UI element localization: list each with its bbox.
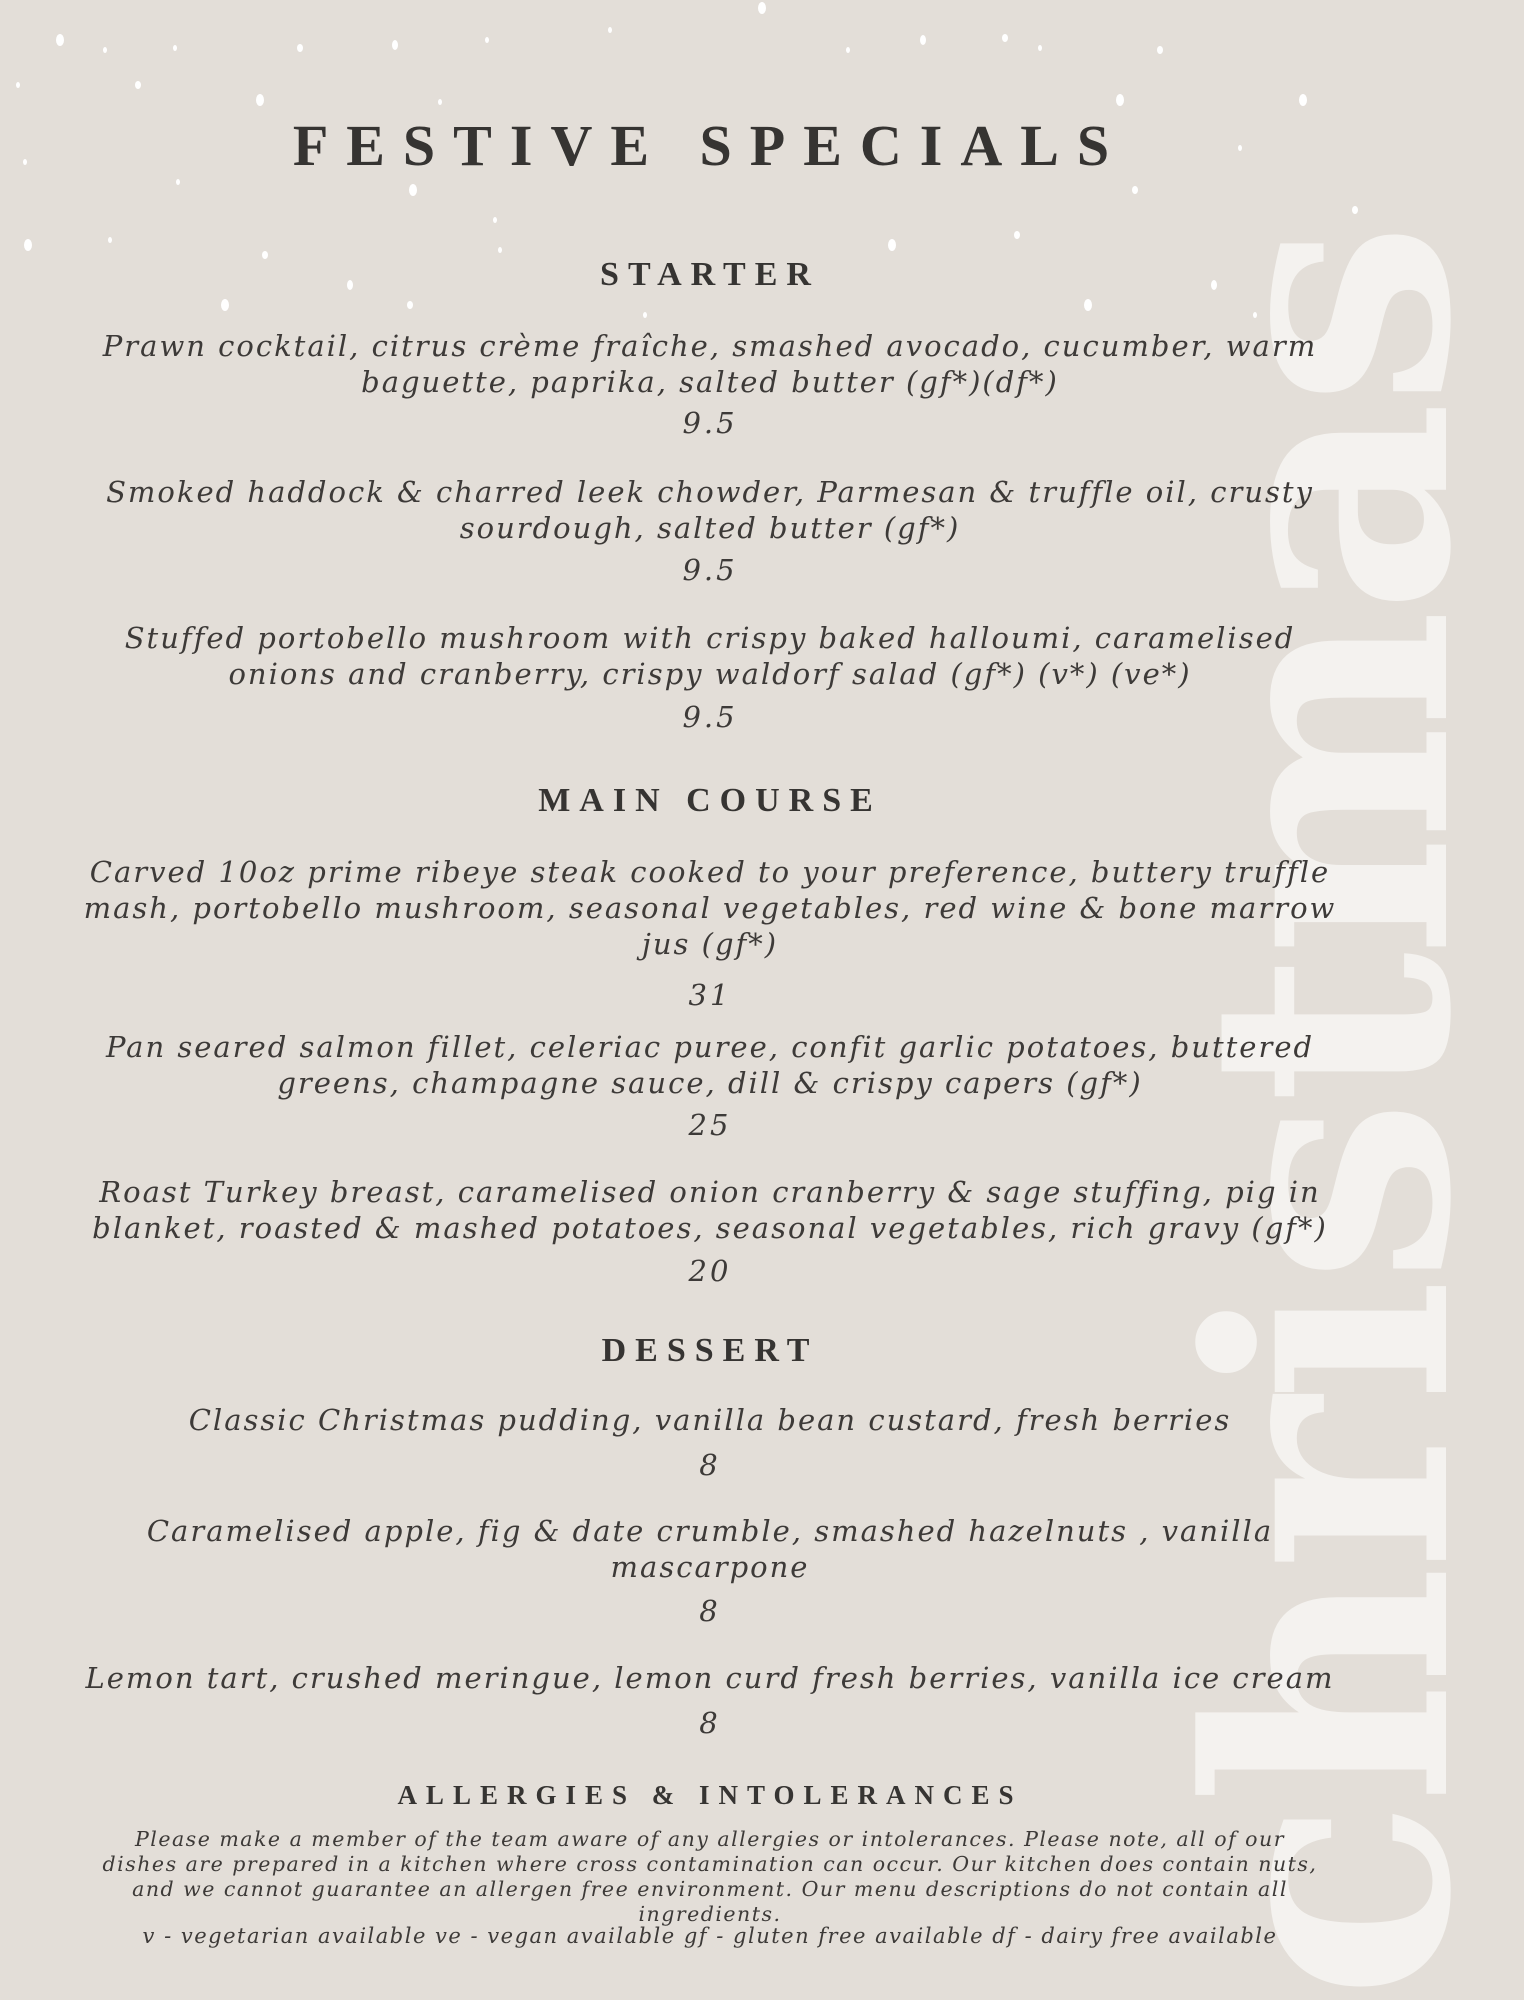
menu-item-price: 9.5 [682, 700, 738, 734]
menu-item-roast-turkey: Roast Turkey breast, caramelised onion cranberry & sage stuffing, pig in blanket, roasted & mashed potatoes, seasonal vegetables, rich gravy (gf*) [92, 1175, 1328, 1245]
menu-item-haddock-chowder: Smoked haddock & charred leek chowder, Parmesan & truffle oil, crusty sourdough, salted butter (gf*) [106, 475, 1314, 545]
menu-item-price: 8 [699, 1594, 721, 1628]
section-heading-dessert: DESSERT [601, 1332, 819, 1369]
allergies-heading: ALLERGIES & INTOLERANCES [397, 1780, 1023, 1810]
christmas-background-lettering: christmas [1136, 226, 1524, 2000]
page-title: FESTIVE SPECIALS [292, 113, 1128, 178]
menu-item-ribeye-steak: Carved 10oz prime ribeye steak cooked to your preference, buttery truffle mash, portobello mushroom, seasonal vegetables, red wine & bone marrow jus (gf*) [83, 855, 1337, 961]
allergies-notice: Please make a member of the team aware of any allergies or intolerances. Please note, all of our dishes are prepared in a kitchen where cross contamination can occur. Our kitchen does contain nuts, and we cannot guarantee an allergen free environment. Our menu descriptions do not contain all ingredients. [102, 1827, 1318, 1926]
dietary-key: v - vegetarian available ve - vegan available gf - gluten free available df - dairy free available [142, 1924, 1278, 1948]
menu-item-lemon-tart: Lemon tart, crushed meringue, lemon curd fresh berries, vanilla ice cream [85, 1661, 1335, 1695]
menu-item-price: 25 [688, 1108, 732, 1142]
menu-item-prawn-cocktail: Prawn cocktail, citrus crème fraîche, smashed avocado, cucumber, warm baguette, paprika, salted butter (gf*)(df*) [102, 329, 1318, 399]
menu-item-price: 8 [699, 1448, 721, 1482]
menu-item-price: 31 [688, 978, 732, 1012]
menu-item-price: 8 [699, 1706, 721, 1740]
section-heading-starter: STARTER [600, 256, 820, 293]
menu-item-portobello-mushroom: Stuffed portobello mushroom with crispy baked halloumi, caramelised onions and cranberry, crispy waldorf salad (gf*) (v*) (ve*) [124, 621, 1296, 691]
section-heading-main-course: MAIN COURSE [538, 782, 882, 819]
menu-item-christmas-pudding: Classic Christmas pudding, vanilla bean custard, fresh berries [188, 1403, 1232, 1437]
menu-item-price: 9.5 [682, 553, 738, 587]
menu-item-apple-crumble: Caramelised apple, fig & date crumble, smashed hazelnuts , vanilla mascarpone [146, 1514, 1274, 1584]
menu-item-price: 9.5 [682, 406, 738, 440]
menu-item-salmon-fillet: Pan seared salmon fillet, celeriac puree, confit garlic potatoes, buttered greens, champagne sauce, dill & crispy capers (gf*) [105, 1030, 1315, 1100]
menu-item-price: 20 [688, 1254, 732, 1288]
